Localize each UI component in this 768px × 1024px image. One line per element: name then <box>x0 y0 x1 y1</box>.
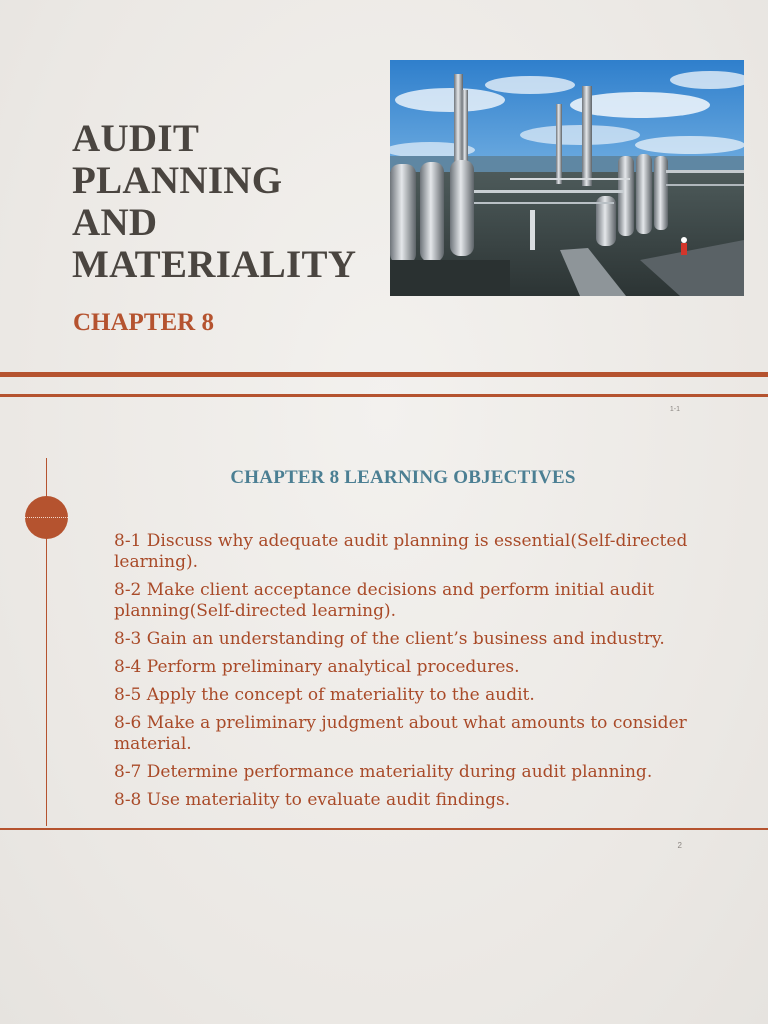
list-item: 8-2 Make client acceptance decisions and perform initial audit planning(Self-directed learning). <box>114 580 655 621</box>
divider-thick <box>0 372 768 377</box>
refinery-plant-photo <box>390 60 744 296</box>
slide-title <box>72 118 382 286</box>
bottom-divider <box>0 828 768 830</box>
list-item: 8-1 Discuss why adequate audit planning is essential(Self-directed learning). <box>114 531 688 572</box>
page-number: 1-1 <box>669 406 680 413</box>
list-item: 8-8 Use materiality to evaluate audit findings. <box>114 790 511 810</box>
objectives-heading: CHAPTER 8 LEARNING OBJECTIVES <box>230 467 576 488</box>
title-line: MATERIALITY <box>72 243 357 286</box>
list-item: 8-6 Make a preliminary judgment about what amounts to consider material. <box>114 713 687 754</box>
list-item: 8-3 Gain an understanding of the client’s business and industry. <box>114 629 665 649</box>
objectives-list <box>114 531 724 818</box>
title-line: AND <box>72 201 158 244</box>
list-item: 8-4 Perform preliminary analytical procedures. <box>114 657 520 677</box>
dotted-line <box>25 517 68 518</box>
title-slide <box>0 0 768 430</box>
title-line: PLANNING <box>72 159 283 202</box>
list-item: 8-5 Apply the concept of materiality to the audit. <box>114 685 535 705</box>
chapter-subtitle: CHAPTER 8 <box>73 309 214 336</box>
title-line: AUDIT <box>72 117 200 160</box>
divider-thin <box>0 394 768 397</box>
page-number: 2 <box>677 841 682 850</box>
list-item: 8-7 Determine performance materiality during audit planning. <box>114 762 653 782</box>
